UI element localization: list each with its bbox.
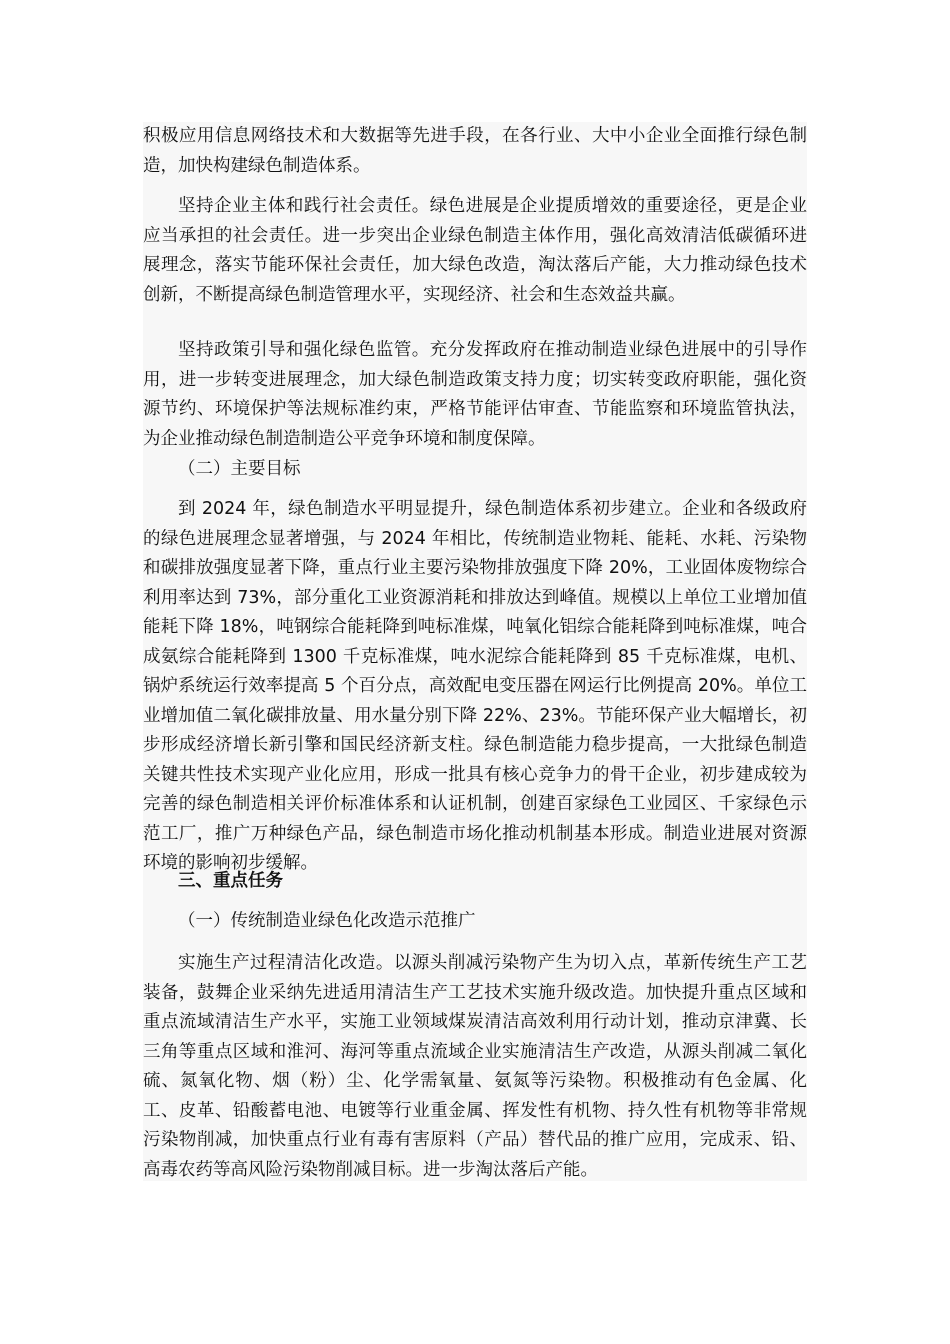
subheading-traditional-manufacturing: （一）传统制造业绿色化改造示范推广 <box>178 911 476 931</box>
paragraph-enterprise-responsibility: 坚持企业主体和践行社会责任。绿色进展是企业提质增效的重要途径，更是企业应当承担的社会责任。进一步突出企业绿色制造主体作用，强化高效清洁低碳循环进展理念，落实节能环保社会责任，加大绿色改造，淘汰落后产能，大力推动绿色技术创新，不断提高绿色制造管理水平，实现经济、社会和生态效益共赢。 <box>143 196 807 305</box>
paragraph-continuation: 积极应用信息网络技术和大数据等先进手段，在各行业、大中小企业全面推行绿色制造，加快构建绿色制造体系。 <box>143 126 807 176</box>
paragraph-policy-guidance: 坚持政策引导和强化绿色监管。充分发挥政府在推动制造业绿色进展中的引导作用，进一步转变进展理念，加大绿色制造政策支持力度；切实转变政府职能，强化资源节约、环境保护等法规标准约束，严格节能评估审查、节能监察和环境监管执法，为企业推动绿色制造制造公平竞争环境和制度保障。 <box>143 340 807 449</box>
subheading-main-goals: （二）主要目标 <box>178 459 301 479</box>
paragraph-clean-production: 实施生产过程清洁化改造。以源头削减污染物产生为切入点，革新传统生产工艺装备，鼓舞企业采纳先进适用清洁生产工艺技术实施升级改造。加快提升重点区域和重点流域清洁生产水平，实施工业领域煤炭清洁高效利用行动计划，推动京津冀、长三角等重点区域和淮河、海河等重点流域企业实施清洁生产改造，从源头削减二氧化硫、氮氧化物、烟（粉）尘、化学需氧量、氨氮等污染物。积极推动有色金属、化工、皮革、铅酸蓄电池、电镀等行业重金属、挥发性有机物、持久性有机物等非常规污染物削减，加快重点行业有毒有害原料（产品）替代品的推广应用，完成汞、铅、高毒农药等高风险污染物削减目标。进一步淘汰落后产能。 <box>143 953 807 1180</box>
heading-key-tasks: 三、重点任务 <box>178 871 283 891</box>
paragraph-main-goals: 到 2024 年，绿色制造水平明显提升，绿色制造体系初步建立。企业和各级政府的绿色进展理念显著增强，与 2024 年相比，传统制造业物耗、能耗、水耗、污染物和碳排放强度显著下降，重点行业主要污染物排放强度下降 20%，工业固体废物综合利用率达到 73%，部分重化工业资源消耗和排放达到峰值。规模以上单位工业增加值能耗下降 18%，吨钢综合能耗降到吨标准煤，吨氧化铝综合能耗降到吨标准煤，吨合成氨综合能耗降到 1300 千克标准煤，吨水泥综合能耗降到 85 千克标准煤，电机、锅炉系统运行效率提高 5 个百分点，高效配电变压器在网运行比例提高 20%。单位工业增加值二氧化碳排放量、用水量分别下降 22%、23%。节能环保产业大幅增长，初步形成经济增长新引擎和国民经济新支柱。绿色制造能力稳步提高，一大批绿色制造关键共性技术实现产业化应用，形成一批具有核心竞争力的骨干企业，初步建成较为完善的绿色制造相关评价标准体系和认证机制，创建百家绿色工业园区、千家绿色示范工厂，推广万种绿色产品，绿色制造市场化推动机制基本形成。制造业进展对资源环境的影响初步缓解。 <box>143 499 807 873</box>
text-body <box>143 122 807 1181</box>
